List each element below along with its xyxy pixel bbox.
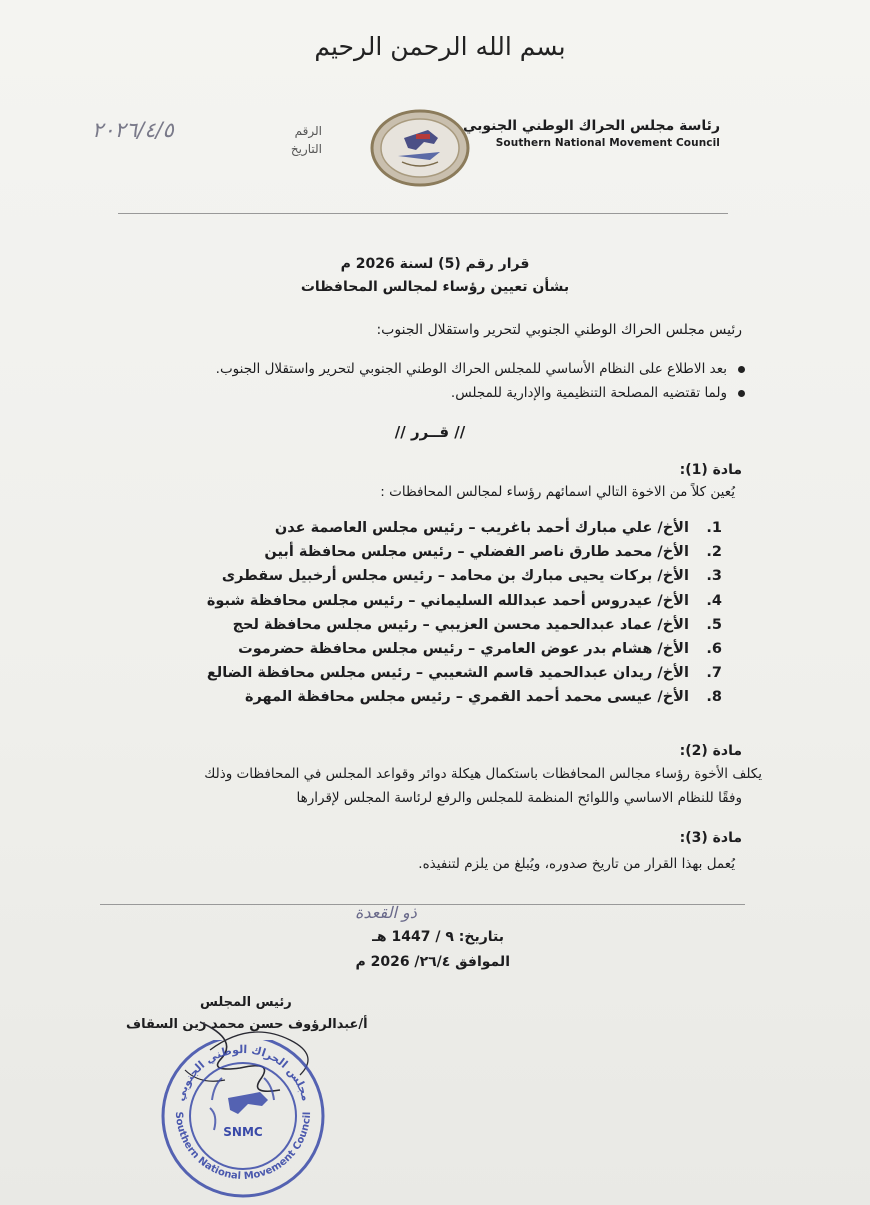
list-item bbox=[207, 661, 722, 685]
appointee-text: الأخ/ ريدان عبدالحميد قاسم الشعيبي – رئيس مجلس محافظة الضالع bbox=[206, 665, 689, 682]
appointee-text: الأخ/ محمد طارق ناصر الفضلي – رئيس مجلس محافظة أبين bbox=[264, 544, 689, 561]
svg-text:Southern National Movement Cou bbox=[173, 1111, 313, 1182]
article-2-line-1: يكلف الأخوة رؤساء مجالس المحافظات باستكمال هيكلة دوائر وقواعد المجلس في المحافظات وذلك bbox=[204, 766, 762, 782]
item-number: 1. bbox=[706, 520, 722, 536]
appointee-text: الأخ/ بركات يحيى مبارك بن محامد – رئيس مجلس أرخبيل سقطرى bbox=[221, 568, 689, 585]
article-1-heading: مادة (1): bbox=[679, 462, 742, 478]
item-number: 4. bbox=[706, 592, 722, 609]
item-number: 2. bbox=[706, 544, 722, 561]
list-item bbox=[207, 564, 722, 588]
appointee-text: الأخ/ عيدروس أحمد عبدالله السليماني – رئيس مجلس محافظة شبوة bbox=[206, 592, 689, 609]
recital-item: بعد الاطلاع على النظام الأساسي للمجلس الحراك الوطني الجنوبي لتحرير واستقلال الجنوب. bbox=[216, 357, 745, 381]
item-number: 3. bbox=[706, 568, 722, 585]
stamp-text-ar: مجلس الحراك الوطني الجنوبي bbox=[173, 1042, 313, 1103]
list-item bbox=[207, 516, 722, 540]
item-number: 5. bbox=[706, 616, 722, 633]
appointee-text: الأخ/ عيسى محمد أحمد القمري – رئيس مجلس محافظة المهرة bbox=[244, 689, 689, 706]
official-seal-stamp bbox=[152, 1040, 334, 1200]
article-2-heading: مادة (2): bbox=[679, 743, 742, 759]
item-number: 6. bbox=[706, 640, 722, 657]
list-item bbox=[207, 540, 722, 564]
stamp-text-en: Southern National Movement Council bbox=[172, 1111, 314, 1183]
appointee-text: الأخ/ هشام بدر عوض العامري – رئيس مجلس محافظة حضرموت bbox=[238, 640, 689, 657]
list-item bbox=[207, 589, 722, 613]
recital-item: ولما تقتضيه المصلحة التنظيمية والإدارية للمجلس. bbox=[216, 381, 745, 405]
signatory-title: رئيس المجلس bbox=[200, 995, 292, 1010]
item-number: 8. bbox=[706, 689, 722, 706]
appointee-text: الأخ/ علي مبارك أحمد باغريب – رئيس مجلس العاصمة عدن bbox=[274, 520, 689, 536]
article-3-heading: مادة (3): bbox=[679, 830, 742, 846]
hijri-date: بتاريخ: ٩ / 1447 هـ bbox=[372, 929, 504, 945]
date-label: التاريخ bbox=[290, 142, 322, 156]
org-name-english: Southern National Movement Council bbox=[495, 137, 720, 149]
decision-subject: بشأن تعيين رؤساء لمجالس المحافظات bbox=[300, 279, 570, 295]
recitals-list bbox=[216, 357, 745, 405]
article-1-text: يُعين كلاً من الاخوة التالي اسمائهم رؤساء لمجالس المحافظات : bbox=[380, 484, 735, 500]
appointees-list bbox=[207, 516, 722, 710]
handwritten-hijri-month: ذو القعدة bbox=[355, 903, 417, 922]
list-item bbox=[207, 613, 722, 637]
decision-title: قرار رقم (5) لسنة 2026 م bbox=[340, 256, 530, 272]
decides-heading: // قــرر // bbox=[394, 423, 466, 441]
article-3-text: يُعمل بهذا القرار من تاريخ صدوره، ويُبلغ من يلزم لتنفيذه. bbox=[418, 856, 735, 872]
number-label: الرقم bbox=[294, 124, 322, 138]
list-item bbox=[207, 637, 722, 661]
signatory-name: أ/عبدالرؤوف حسن محمد زين السقاف bbox=[126, 1017, 368, 1032]
decision-intro: رئيس مجلس الحراك الوطني الجنوبي لتحرير واستقلال الجنوب: bbox=[376, 322, 742, 338]
list-item bbox=[207, 685, 722, 709]
item-number: 7. bbox=[706, 665, 722, 682]
article-2-line-2: وفقًا للنظام الاساسي واللوائح المنظمة للمجلس والرفع لرئاسة المجلس لإقرارها bbox=[296, 790, 742, 806]
reference-labels bbox=[262, 122, 322, 158]
header-divider bbox=[118, 213, 728, 214]
stamp-abbreviation: SNMC bbox=[223, 1125, 263, 1139]
basmala: بسم الله الرحمن الرحيم bbox=[314, 32, 566, 61]
footer-divider bbox=[100, 904, 745, 905]
handwritten-reference-date: ٢٠٢٦/٤/٥ bbox=[92, 118, 174, 142]
appointee-text: الأخ/ عماد عبدالحميد محسن العزيبي – رئيس مجلس محافظة لحج bbox=[232, 616, 689, 633]
council-logo-emblem bbox=[368, 108, 472, 188]
org-name-arabic: رئاسة مجلس الحراك الوطني الجنوبي bbox=[462, 118, 720, 134]
gregorian-date: الموافق ٢٦/٤/ 2026 م bbox=[355, 954, 510, 970]
